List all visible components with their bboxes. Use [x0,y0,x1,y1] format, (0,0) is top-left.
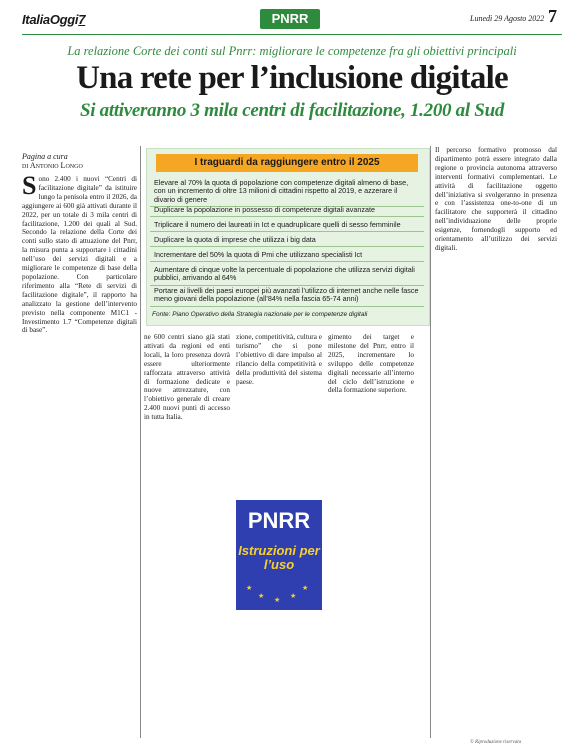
byline-line1: Pagina a cura [22,152,68,161]
eu-star-icon: ★ [274,596,281,604]
subheadline: Si attiveranno 3 mila centri di facilitazione, 1.200 al Sud [79,100,505,121]
goals-box-source: Fonte: Piano Operativo della Strategia nazionale per le competenze digitali [152,311,368,318]
inset-subtitle: Istruzioni per l’uso [238,543,320,572]
article-column-6: Il percorso formativo promosso dal dipartimento potrà essere integrato dalla regione o provincia autonoma attraverso interventi formativi complementari. Le attività di facilitazione oggetto dell’iniziativa si svolgeranno in presenza e con l’assistenza one-to-one di un facilitatore che supporterà il cittadino nell’individuazione delle proprie esigenze, fornendogli supporto ed orientamento all’utilizzo dei servizi digitali. [435,146,557,252]
article-column-1: Sono 2.400 i nuovi “Centri di facilitazione digitale” da istituire lungo la penisola entro il 2026, da aggiungere ai 600 già attivati durante il 2022, per un totale di 3 mila centri di facilitazione, 1.200 dei quali al Sud. Secondo la relazione della Corte dei conti sullo stato di attuazione del Pnrr, la misura punta a supportare i cittadini nell’uso dei servizi digitali e a migliorare le competenze di base della popolazione. Con particolare riferimento alla “Rete di servizi di facilitazione digitale”, il rapporto ha analizzato la gestione dell’intervento previsto nella componente M1C1 - Investimento 1.7 “Competenze digitali di base”. [22,175,137,335]
eu-star-icon: ★ [258,592,265,600]
issue-date: Lunedì 29 Agosto 2022 [470,14,545,23]
eu-star-icon: ★ [290,592,297,600]
article-column-3: zione, competitività, cultura e turismo” che si pone l’obiettivo di dare impulso al rilancio della competitività e della produttività del sistema paese. [236,333,322,386]
goal-row: Incrementare del 50% la quota di Pmi che utilizzano specialisti Ict [150,249,424,262]
column-divider [140,146,141,738]
column-divider [430,146,431,738]
copyright-note: © Riproduzione riservata [470,740,522,745]
goal-row: Triplicare il numero dei laureati in Ict e quadruplicare quelli di sesso femminile [150,219,424,232]
article-column-2: ne 600 centri siano già stati attivati da regioni ed enti locali, la loro presenza dovrà essere ulteriormente rafforzata attraverso attività di formazione dedicate e nuove attrezzature, con l’obiettivo generale di creare 2.400 nuovi punti di accesso in tutta Italia. [144,333,230,422]
goal-row: Elevare al 70% la quota di popolazione con competenze digitali almeno di base, con un incremento di oltre 13 milioni di cittadini rispetto al 2019, e azzerare il divario di genere [150,177,424,207]
goal-row: Duplicare la popolazione in possesso di competenze digitali avanzate [150,204,424,217]
headline: Una rete per l’inclusione digitale [76,60,508,96]
masthead-rule [22,34,562,35]
section-tag: PNRR [260,9,320,29]
article-column-4: gimento dei target e milestone del Pnrr, entro il 2025, incrementare lo sviluppo delle competenze digitali necessarie all’interno del ciclo dell’istruzione e della formazione superiore. [328,333,414,395]
goal-row: Duplicare la quota di imprese che utilizza i big data [150,234,424,247]
goals-box-title: I traguardi da raggiungere entro il 2025 [156,154,418,172]
byline [22,152,132,170]
byline-author: di Antonio Longo [22,161,83,170]
pnrr-instructions-graphic [236,500,322,610]
page-number: 7 [548,6,557,26]
goal-row: Portare ai livelli dei paesi europei più avanzati l’utilizzo di internet anche nelle fasce meno giovani della popolazione (all’84% nella fascia 65-74 anni) [150,285,424,307]
drop-cap: S [22,175,37,200]
inset-title: PNRR [247,508,311,533]
goal-row: Aumentare di cinque volte la percentuale di popolazione che utilizza servizi digitali pubblici, arrivando al 64% [150,264,424,286]
eu-star-icon: ★ [246,584,253,592]
newspaper-logo: ItaliaOggi7 [22,12,86,27]
eu-star-icon: ★ [302,584,309,592]
kicker: La relazione Corte dei conti sul Pnrr: migliorare le competenze fra gli obiettivi principali [67,44,517,58]
